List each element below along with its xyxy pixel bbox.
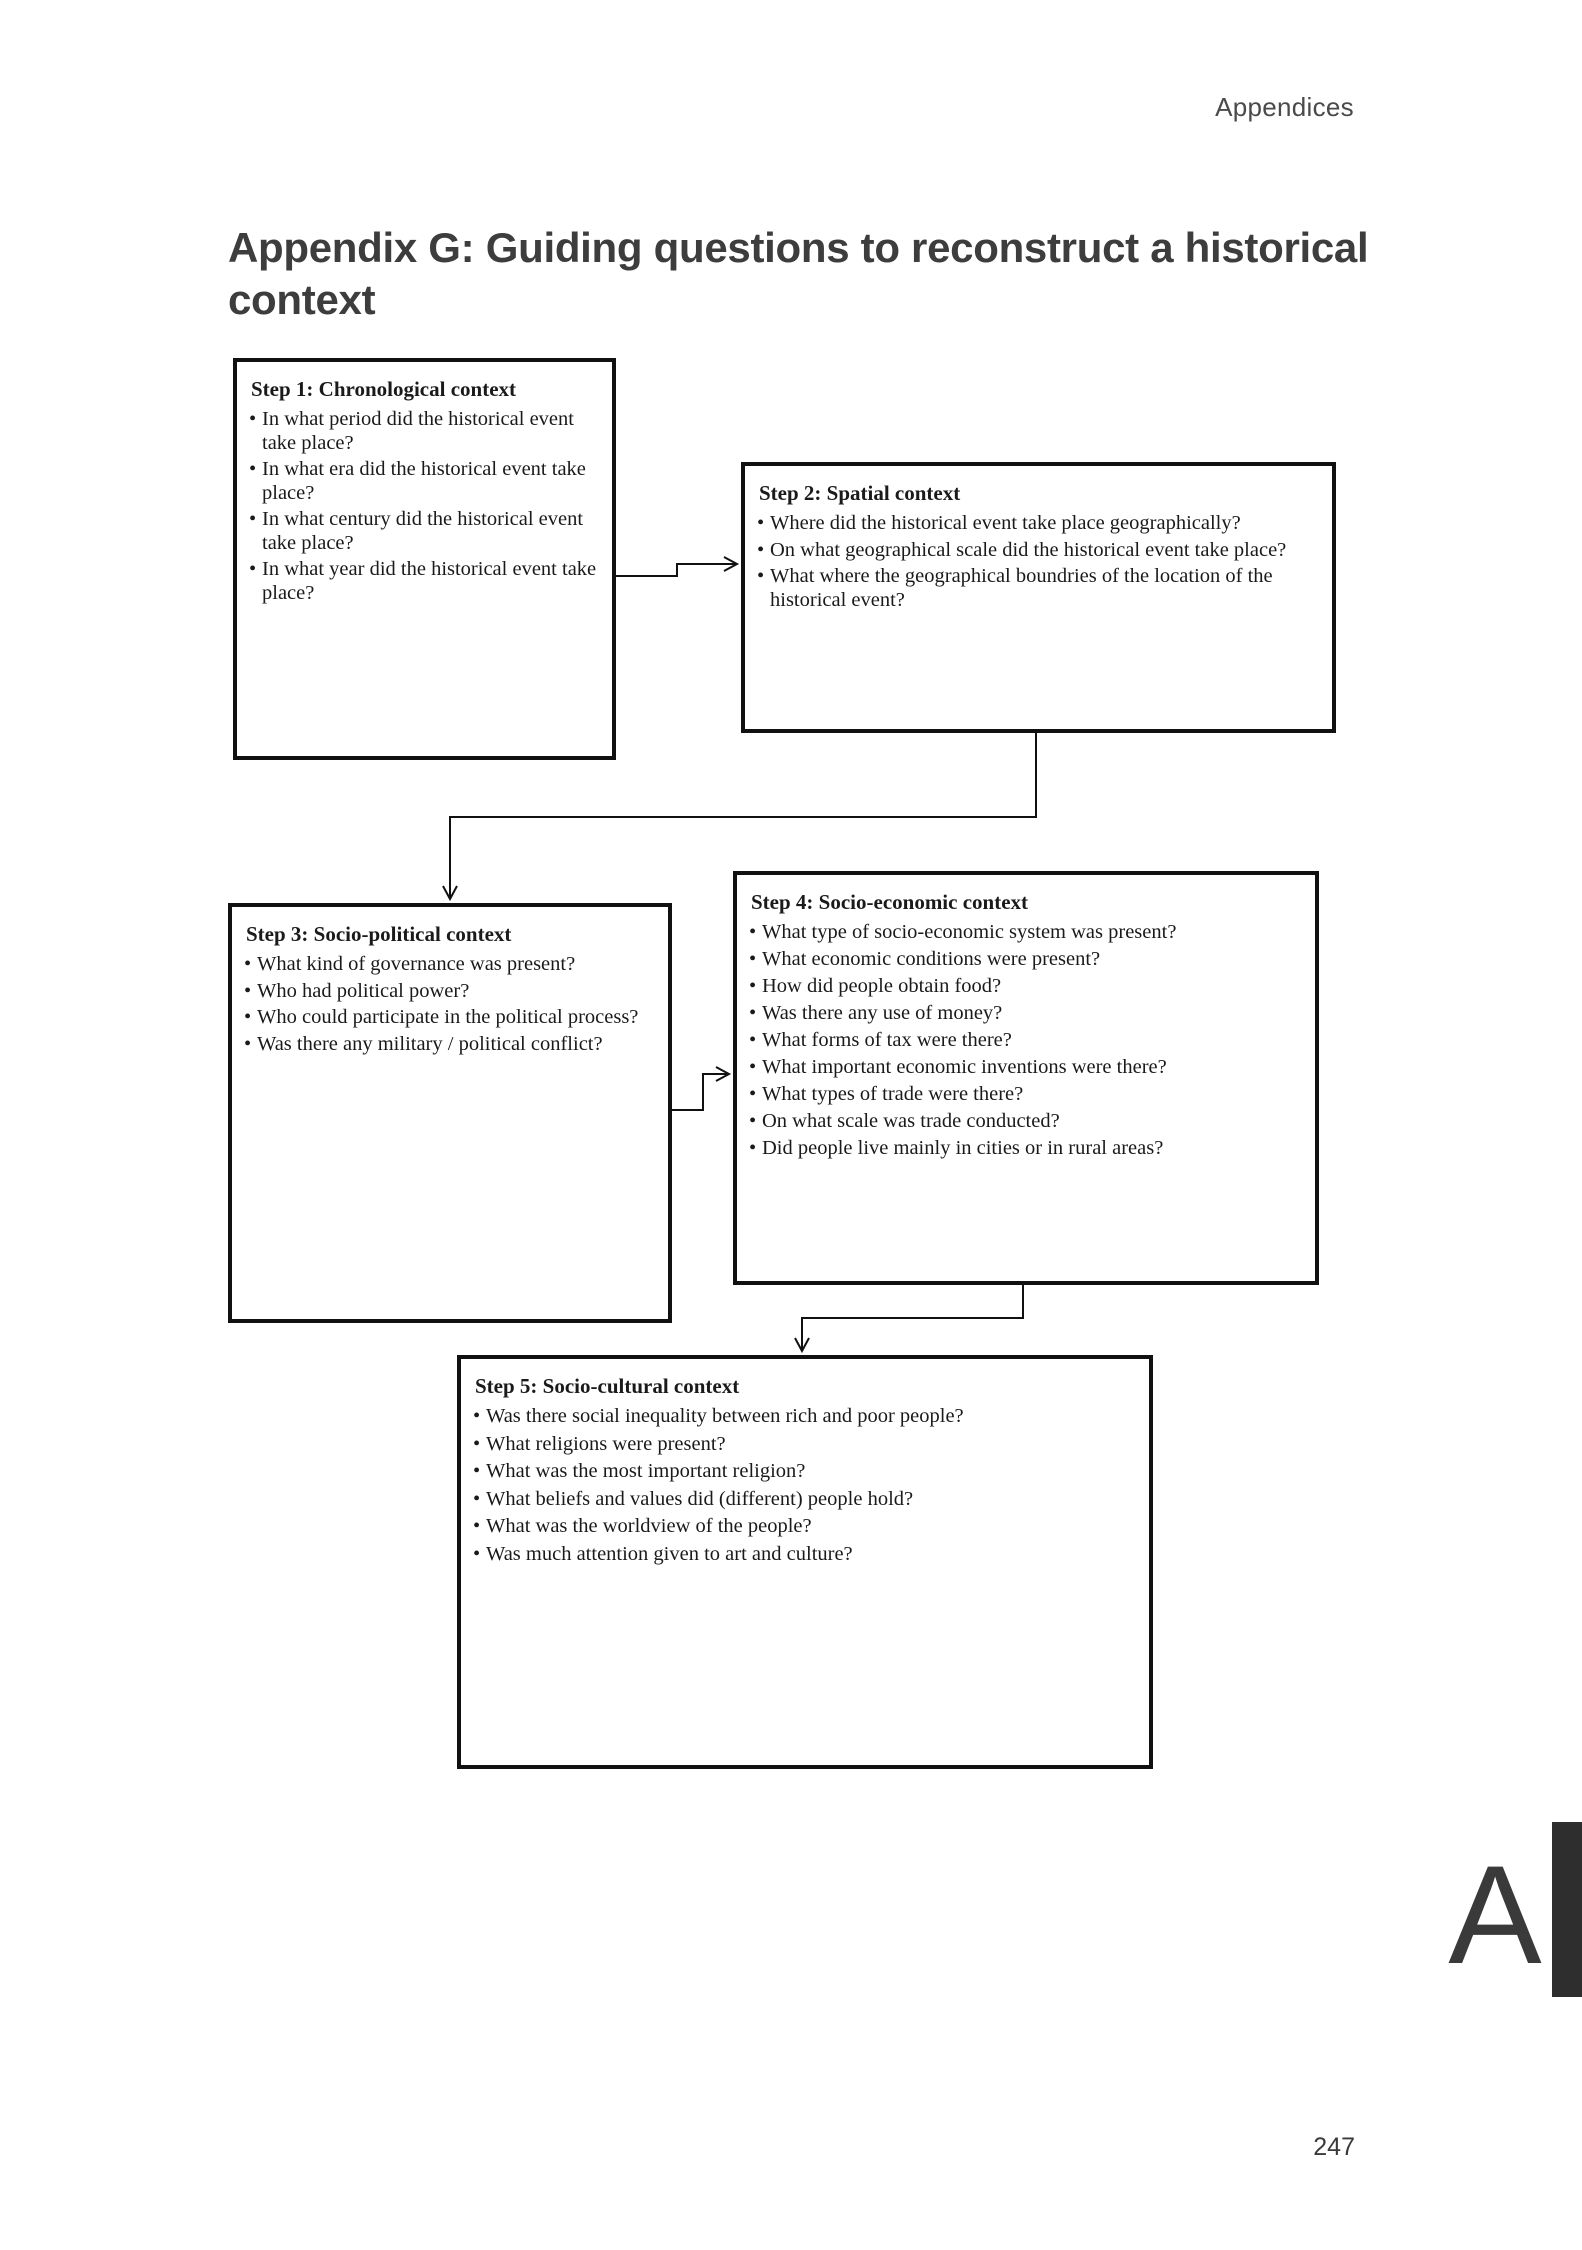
question-item: • Who could participate in the political process? [244,1006,656,1030]
question-item: • Was there any use of money? [749,1002,1303,1026]
arrowhead-step3 [443,886,457,899]
step-3-questions [244,953,656,1056]
question-item: • What economic conditions were present? [749,948,1303,972]
question-item: • In what era did the historical event take place? [249,458,600,505]
step-3-title: Step 3: Socio-political context [246,922,512,946]
section-thumb-letter: A [1448,1836,1542,1993]
question-item: • On what scale was trade conducted? [749,1110,1303,1134]
arrowhead-step4 [716,1067,729,1081]
step-4-socio-economic-box [733,871,1319,1285]
question-item: • What where the geographical boundries of the location of the historical event? [757,565,1320,612]
question-item: • In what period did the historical event take place? [249,408,600,455]
question-item: • What type of socio-economic system was present? [749,921,1303,945]
arrow-step1-to-step2 [612,564,737,576]
step-4-questions [749,921,1303,1161]
step-2-spatial-box [741,462,1336,733]
step-1-title: Step 1: Chronological context [251,377,517,401]
question-item: • Who had political power? [244,980,656,1004]
question-item: • Where did the historical event take place geographically? [757,512,1320,536]
question-item: • In what year did the historical event take place? [249,558,600,605]
question-item: • In what century did the historical event take place? [249,508,600,555]
question-item: • How did people obtain food? [749,975,1303,999]
arrow-step3-to-step4 [665,1074,729,1110]
step-5-title: Step 5: Socio-cultural context [475,1374,740,1398]
question-item: • What beliefs and values did (different) people hold? [473,1488,1137,1512]
question-item: • What types of trade were there? [749,1083,1303,1107]
question-item: • Was there social inequality between rich and poor people? [473,1405,1137,1429]
step-1-chronological-box [233,358,616,760]
question-item: • Was much attention given to art and culture? [473,1543,1137,1567]
arrowhead-step2 [724,557,737,571]
question-item: • What was the worldview of the people? [473,1515,1137,1539]
question-item: • What important economic inventions were there? [749,1056,1303,1080]
step-5-questions [473,1405,1137,1566]
step-2-title: Step 2: Spatial context [759,481,961,505]
question-item: • On what geographical scale did the historical event take place? [757,539,1320,563]
section-thumb-tab [1552,1822,1582,1997]
question-item: • Was there any military / political conflict? [244,1033,656,1057]
question-item: • What kind of governance was present? [244,953,656,977]
page-number: 247 [1313,2133,1355,2161]
page-title: Appendix G: Guiding questions to reconstruct a historical context [228,224,1369,323]
step-5-socio-cultural-box [457,1355,1153,1769]
arrowhead-step5 [795,1338,809,1351]
step-3-socio-political-box [228,903,672,1323]
running-header: Appendices [1215,92,1354,122]
question-item: • Did people live mainly in cities or in rural areas? [749,1137,1303,1161]
question-item: • What religions were present? [473,1433,1137,1457]
step-4-title: Step 4: Socio-economic context [751,890,1029,914]
step-1-questions [249,408,600,605]
step-2-questions [757,512,1320,612]
question-item: • What forms of tax were there? [749,1029,1303,1053]
arrow-step4-to-step5 [802,1278,1023,1351]
question-item: • What was the most important religion? [473,1460,1137,1484]
